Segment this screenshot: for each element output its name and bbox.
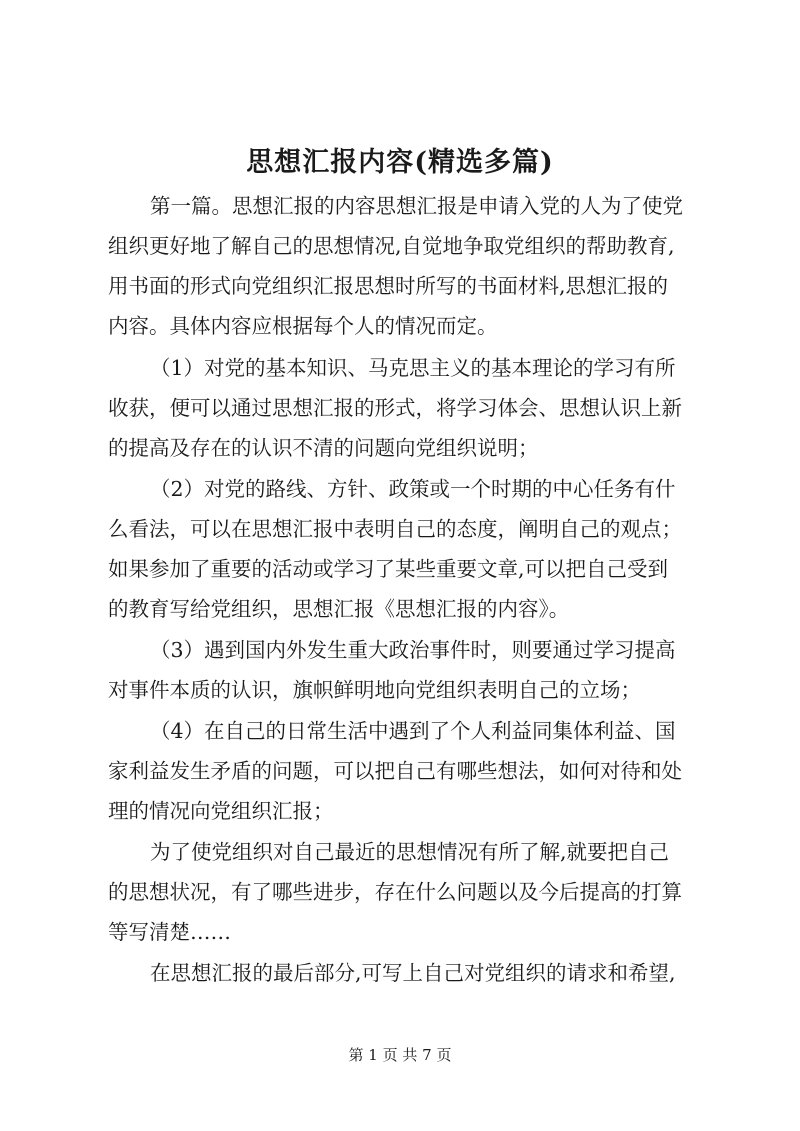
p2-line3: 的提高及存在的认识不清的问题向党组织说明； [108,436,539,460]
p3-line2: 么看法，可以在思想汇报中表明自己的态度，阐明自己的观点； [108,517,682,541]
p3-line4: 的教育写给党组织，思想汇报《思想汇报的内容》。 [108,597,570,621]
p5-line1: （4）在自己的日常生活中遇到了个人利益同集体利益、国 [150,719,676,743]
p4-line1: （3）遇到国内外发生重大政治事件时，则要通过学习提高 [150,638,676,662]
document-title: 思想汇报内容(精选多篇) [246,147,554,178]
p3-line1: （2）对党的路线、方针、政策或一个时期的中心任务有什 [150,477,676,501]
p6-line1: 为了使党组织对自己最近的思想情况有所了解,就要把自己 [150,840,670,864]
p2-line2: 收获，便可以通过思想汇报的形式，将学习体会、思想认识上新 [108,396,682,420]
p2-line1: （1）对党的基本知识、马克思主义的基本理论的学习有所 [150,356,676,380]
p1-line3: 用书面的形式向党组织汇报思想时所写的书面材料,思想汇报的 [108,274,669,298]
p6-line2: 的思想状况，有了哪些进步，存在什么问题以及今后提高的打算 [108,880,682,904]
page-footer: 第 1 页 共 7 页 [348,1046,452,1064]
p5-line3: 理的情况向党组织汇报； [108,799,334,823]
p7-line1: 在思想汇报的最后部分,可写上自己对党组织的请求和希望, [150,961,676,985]
p1-line2: 组织更好地了解自己的思想情况,自觉地争取党组织的帮助教育, [108,234,675,258]
p6-line3: 等写清楚…… [108,920,231,944]
p3-line3: 如果参加了重要的活动或学习了某些重要文章,可以把自己受到 [108,557,669,581]
p4-line2: 对事件本质的认识，旗帜鲜明地向党组织表明自己的立场； [108,678,641,702]
p5-line2: 家利益发生矛盾的问题，可以把自己有哪些想法，如何对待和处 [108,759,682,783]
p1-line4: 内容。具体内容应根据每个人的情况而定。 [108,314,498,338]
p1-line1: 第一篇。思想汇报的内容思想汇报是申请入党的人为了使党 [150,194,683,218]
